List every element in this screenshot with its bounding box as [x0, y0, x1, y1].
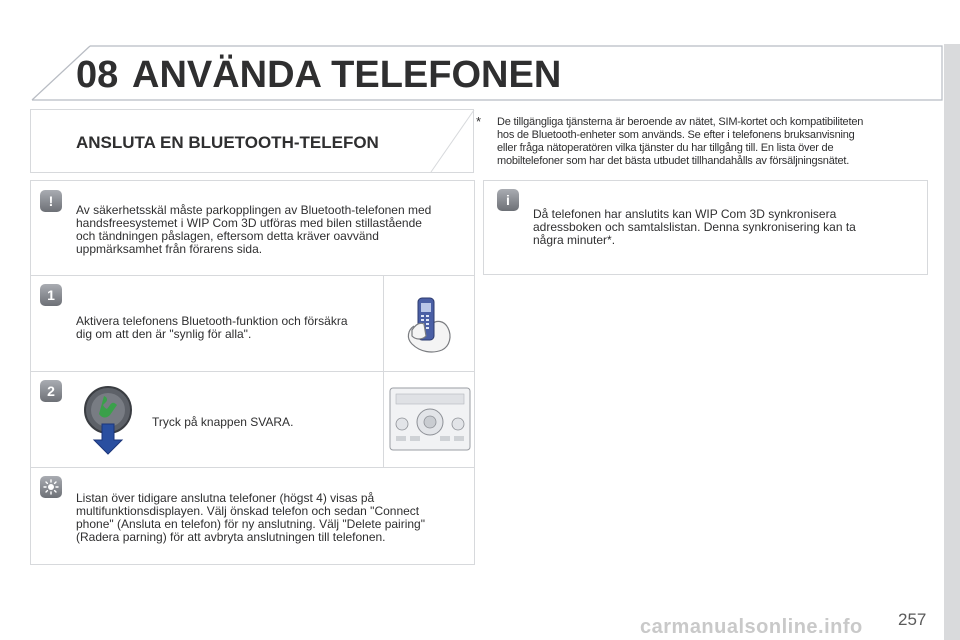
note-line: mobiltelefoner som har det bästa utbudet tillhandahålls av försäljningsnätet.: [497, 155, 850, 167]
radio-unit-illustration: [388, 384, 472, 454]
tip-line: multifunktionsdisplayen. Välj önskad telefon och sedan "Connect: [76, 504, 420, 518]
info-line: några minuter*.: [533, 233, 616, 247]
sun-icon: [40, 476, 62, 498]
answer-button-illustration: [80, 384, 138, 456]
info-line: Då telefonen har anslutits kan WIP Com 3D synkronisera: [533, 207, 837, 221]
step-1-text: [76, 315, 376, 341]
step-1-line: dig om att den är "synlig för alla".: [76, 327, 252, 341]
page-number: 257: [898, 610, 927, 629]
note-line: hos de Bluetooth-enheter som används. Se efter i telefonens bruksanvisning: [497, 129, 855, 141]
divider: [31, 275, 474, 276]
step-1-badge: 1: [40, 284, 62, 306]
warning-text: [76, 204, 468, 256]
note-text: [497, 116, 917, 168]
warning-line: och tändningen påslagen, eftersom detta kräver oavvänd: [76, 229, 379, 243]
image-column-divider: [383, 276, 384, 468]
watermark: carmanualsonline.info: [640, 616, 863, 638]
hand-phone-illustration: [398, 290, 458, 360]
section-title: ANSLUTA EN BLUETOOTH-TELEFON: [76, 133, 379, 152]
step-2-badge: 2: [40, 380, 62, 402]
warning-line: uppmärksamhet från förarens sida.: [76, 242, 263, 256]
step-2-text: Tryck på knappen SVARA.: [152, 415, 294, 429]
note-line: De tillgängliga tjänsterna är beroende av nätet, SIM-kortet och kompatibiliteten: [497, 116, 864, 128]
info-line: adressboken och samtalslistan. Denna synkronisering kan ta: [533, 220, 856, 234]
note-line: eller fråga nätoperatören vilka tjänster du har tillgång till. En lista över de: [497, 142, 834, 154]
exclamation-icon: !: [40, 190, 62, 212]
page-title: ANVÄNDA TELEFONEN: [132, 54, 562, 96]
tip-text: [76, 492, 468, 544]
section-title-corner: [430, 109, 476, 173]
divider: [31, 371, 474, 372]
info-icon: i: [497, 189, 519, 211]
tip-line: (Radera parning) för att avbryta anslutningen till telefonen.: [76, 530, 386, 544]
info-text: [533, 208, 913, 247]
warning-line: handsfreesystemet i WIP Com 3D utföras med bilen stillastående: [76, 216, 422, 230]
warning-line: Av säkerhetsskäl måste parkopplingen av Bluetooth-telefonen med: [76, 203, 432, 217]
chapter-number: 08: [76, 54, 119, 96]
divider: [31, 467, 474, 468]
tip-line: Listan över tidigare anslutna telefoner (högst 4) visas på: [76, 491, 375, 505]
note-marker: *: [476, 114, 482, 129]
tip-line: phone" (Ansluta en telefon) för ny anslutning. Välj "Delete pairing": [76, 517, 425, 531]
page-edge-bar: [944, 44, 960, 640]
step-1-line: Aktivera telefonens Bluetooth-funktion och försäkra: [76, 314, 348, 328]
